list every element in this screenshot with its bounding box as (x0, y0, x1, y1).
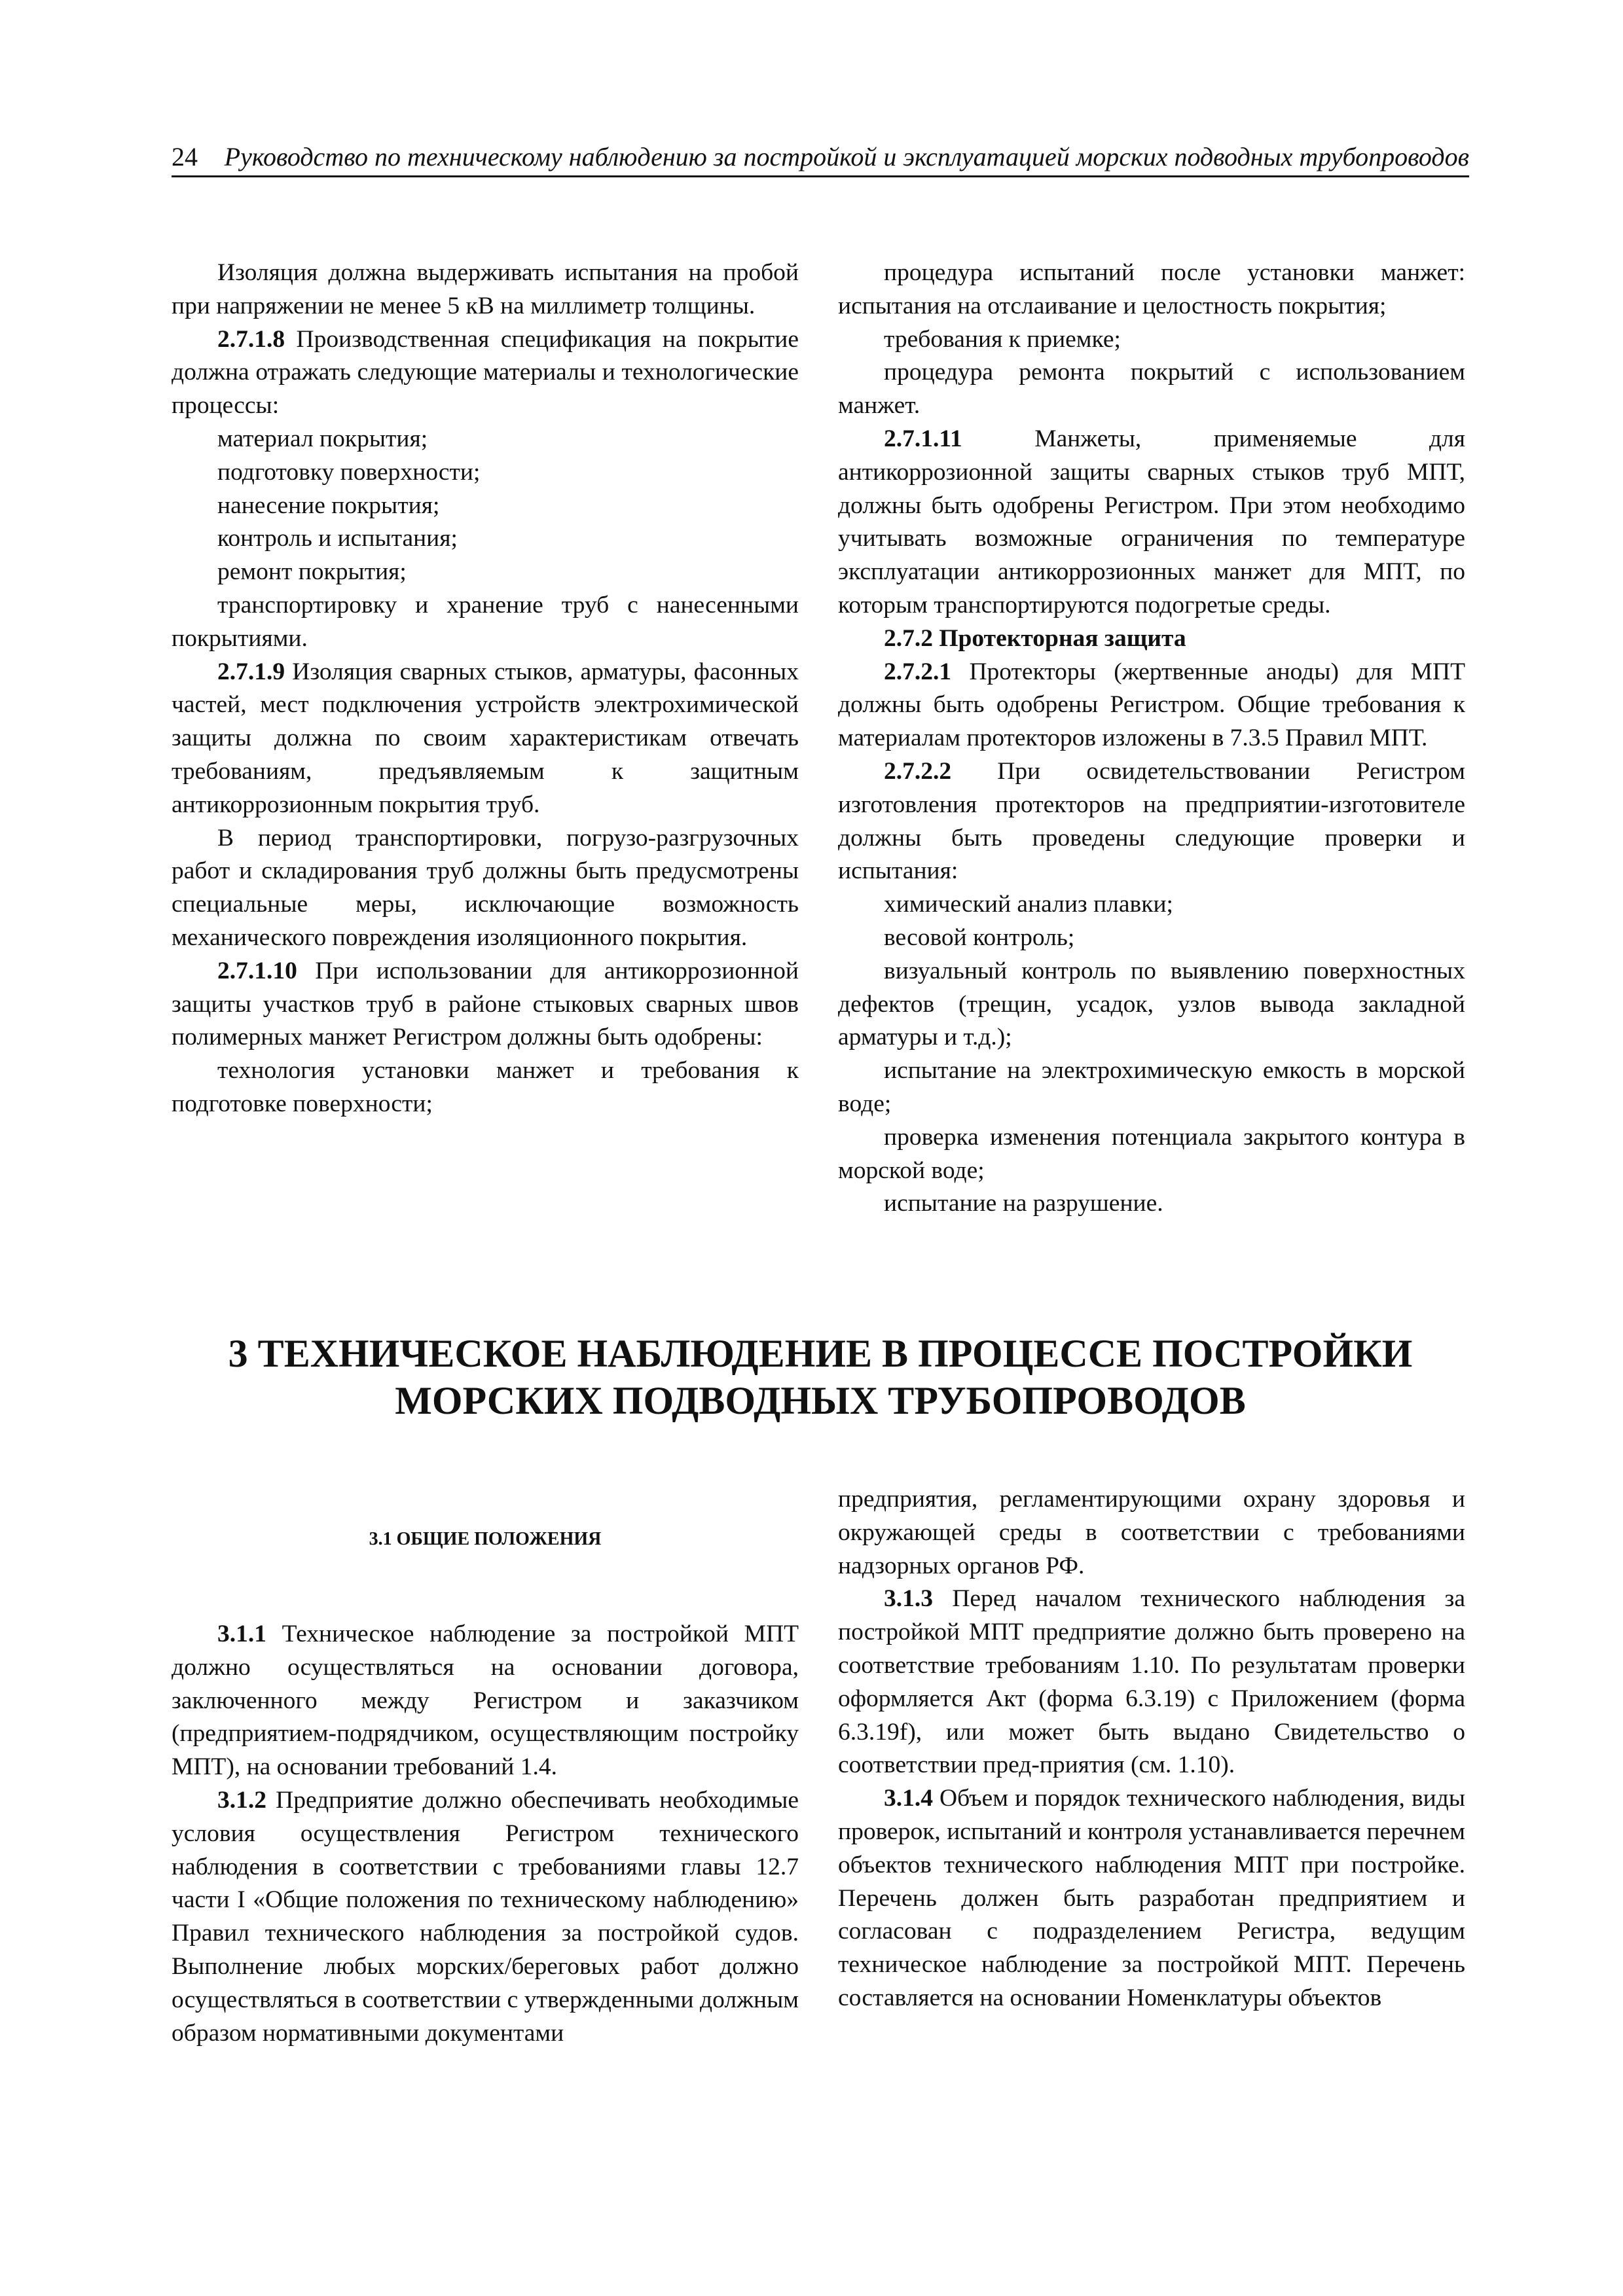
list-item: транспортировку и хранение труб с нанесенными покрытиями. (172, 591, 799, 652)
clause-number: 2.7.1.10 (217, 957, 297, 984)
clause-text: Протекторы (жертвенные аноды) для МПТ должны быть одобрены Регистром. Общие требования к материалам протекторов изложены в 7.3.5 Правил МПТ. (838, 658, 1465, 752)
clause-2-7-2-1 (838, 656, 1465, 755)
chapter-title (172, 1330, 1469, 1424)
column-right-top (838, 257, 1465, 1221)
clause-number: 2.7.2.2 (884, 757, 952, 785)
paragraph-continuation: предприятия, регламентирующими охрану здоровья и окружающей среды в соответствии с требованиями надзорных органов РФ. (838, 1486, 1465, 1579)
paragraph-insulation (172, 257, 799, 323)
clause-number: 2.7.1.9 (217, 658, 285, 685)
chapter-title-line: МОРСКИХ ПОДВОДНЫХ ТРУБОПРОВОДОВ (395, 1379, 1246, 1422)
clause-number: 3.1.2 (217, 1786, 266, 1814)
clause-2-7-1-8 (172, 323, 799, 423)
clause-text: При использовании для антикоррозионной защиты участков труб в районе стыковых сварных швов полимерных манжет Регистром должны быть одобрены: (172, 957, 799, 1051)
clause-text: Перед началом технического наблюдения за постройкой МПТ предприятие должно быть проверено на соответствие требованиям 1.10. По результатам проверки оформляется Акт (форма 6.3.19) с Приложением (форма 6.3.19f), или может быть выдано Свидетельство о соответствии пред-приятия (см. 1.10). (838, 1585, 1465, 1779)
heading-text: 2.7.2 Протекторная защита (884, 624, 1186, 652)
list-item: испытание на разрушение. (884, 1190, 1163, 1217)
clause-text: Объем и порядок технического наблюдения, виды проверок, испытаний и контроля устанавливается перечнем объектов технического наблюдения МПТ при постройке. Перечень должен быть разработан предприятием и согласован с подразделением Регистра, ведущим техническое наблюдение за постройкой МПТ. Перечень составляется на основании Номенклатуры объектов (838, 1785, 1465, 2011)
list-item: требования к приемке; (884, 325, 1121, 353)
page-number: 24 (172, 142, 198, 171)
clause-2-7-1-11 (838, 423, 1465, 622)
list-item: проверка изменения потенциала закрытого контура в морской воде; (838, 1123, 1465, 1184)
clause-text: Производственная спецификация на покрытие должна отражать следующие материалы и технологические процессы: (172, 325, 799, 420)
clause-text: Манжеты, применяемые для антикоррозионной защиты сварных стыков труб МПТ, должны быть одобрены Регистром. При этом необходимо учитывать возможные ограничения по температуре эксплуатации антикоррозионных манжет для МПТ, по которым транспортируются подогретые среды. (838, 425, 1465, 619)
clause-3-1-1 (172, 1618, 799, 1784)
clause-number: 3.1.4 (884, 1785, 933, 1812)
clause-number: 3.1.1 (217, 1621, 266, 1647)
clause-number: 3.1.3 (884, 1585, 933, 1613)
clause-2-7-1-9 (172, 656, 799, 822)
list-item: испытание на электрохимическую емкость в морской воде; (838, 1057, 1465, 1117)
clause-text: Предприятие должно обеспечивать необходимые условия осуществления Регистром технического наблюдения в соответствии с требованиями главы 12.7 части I «Общие положения по техническому наблюдению» Правил технического наблюдения за постройкой судов. Выполнение любых морских/береговых работ должно осуществляться в соответствии с утвержденными должным образом нормативными документами (172, 1786, 799, 2047)
list-item: ремонт покрытия; (217, 558, 407, 586)
clause-3-1-2 (172, 1784, 799, 2050)
list-item: весовой контроль; (884, 924, 1075, 951)
section-heading-3-1: 3.1 ОБЩИЕ ПОЛОЖЕНИЯ (369, 1529, 602, 1549)
running-header (172, 143, 1469, 177)
clause-2-7-1-10 (172, 955, 799, 1054)
subsection-heading-2-7-2 (838, 622, 1465, 656)
list-item: процедура ремонта покрытий с использованием манжет. (838, 359, 1465, 420)
column-left-top (172, 257, 799, 1121)
column-right-bottom (838, 1483, 1465, 2015)
clause-text: Изоляция сварных стыков, арматуры, фасонных частей, мест подключения устройств электрохимической защиты должна по своим характеристикам отвечать требованиям, предъявляемым к защитным антикоррозионным покрытия труб. (172, 658, 799, 818)
clause-3-1-3 (838, 1583, 1465, 1782)
clause-text: При освидетельствовании Регистром изготовления протекторов на предприятии-изготовителе должны быть проведены следующие проверки и испытания: (838, 757, 1465, 885)
list-item: материал покрытия; (217, 425, 428, 452)
list-item: нанесение покрытия; (217, 492, 440, 519)
chapter-title-line: 3 ТЕХНИЧЕСКОЕ НАБЛЮДЕНИЕ В ПРОЦЕССЕ ПОСТРОЙКИ (228, 1332, 1413, 1375)
list-item: технология установки манжет и требования к подготовке поверхности; (172, 1057, 799, 1117)
clause-number: 2.7.1.8 (217, 325, 285, 353)
column-left-bottom (172, 1618, 799, 2050)
paragraph-text: Изоляция должна выдерживать испытания на пробой при напряжении не менее 5 кВ на миллиметр толщины. (172, 259, 799, 319)
running-title: Руководство по техническому наблюдению за постройкой и эксплуатацией морских подводных трубопроводов (224, 142, 1469, 171)
list-item: контроль и испытания; (217, 525, 458, 552)
clause-3-1-4 (838, 1782, 1465, 2015)
paragraph-transport: В период транспортировки, погрузо-разгрузочных работ и складирования труб должны быть предусмотрены специальные меры, исключающие возможность механического повреждения изоляционного покрытия. (172, 824, 799, 951)
list-item: процедура испытаний после установки манжет: испытания на отслаивание и целостность покрытия; (838, 259, 1465, 319)
clause-number: 2.7.1.11 (884, 425, 962, 452)
clause-text: Техническое наблюдение за постройкой МПТ должно осуществляться на основании договора, заключенного между Регистром и заказчиком (предприятием-подрядчиком, осуществляющим постройку МПТ), на основании требований 1.4. (172, 1621, 799, 1781)
list-item: подготовку поверхности; (217, 458, 481, 486)
list-item: визуальный контроль по выявлению поверхностных дефектов (трещин, усадок, узлов вывода закладной арматуры и т.д.); (838, 957, 1465, 1051)
clause-2-7-2-2 (838, 755, 1465, 888)
clause-number: 2.7.2.1 (884, 658, 952, 685)
list-item: химический анализ плавки; (884, 891, 1173, 918)
